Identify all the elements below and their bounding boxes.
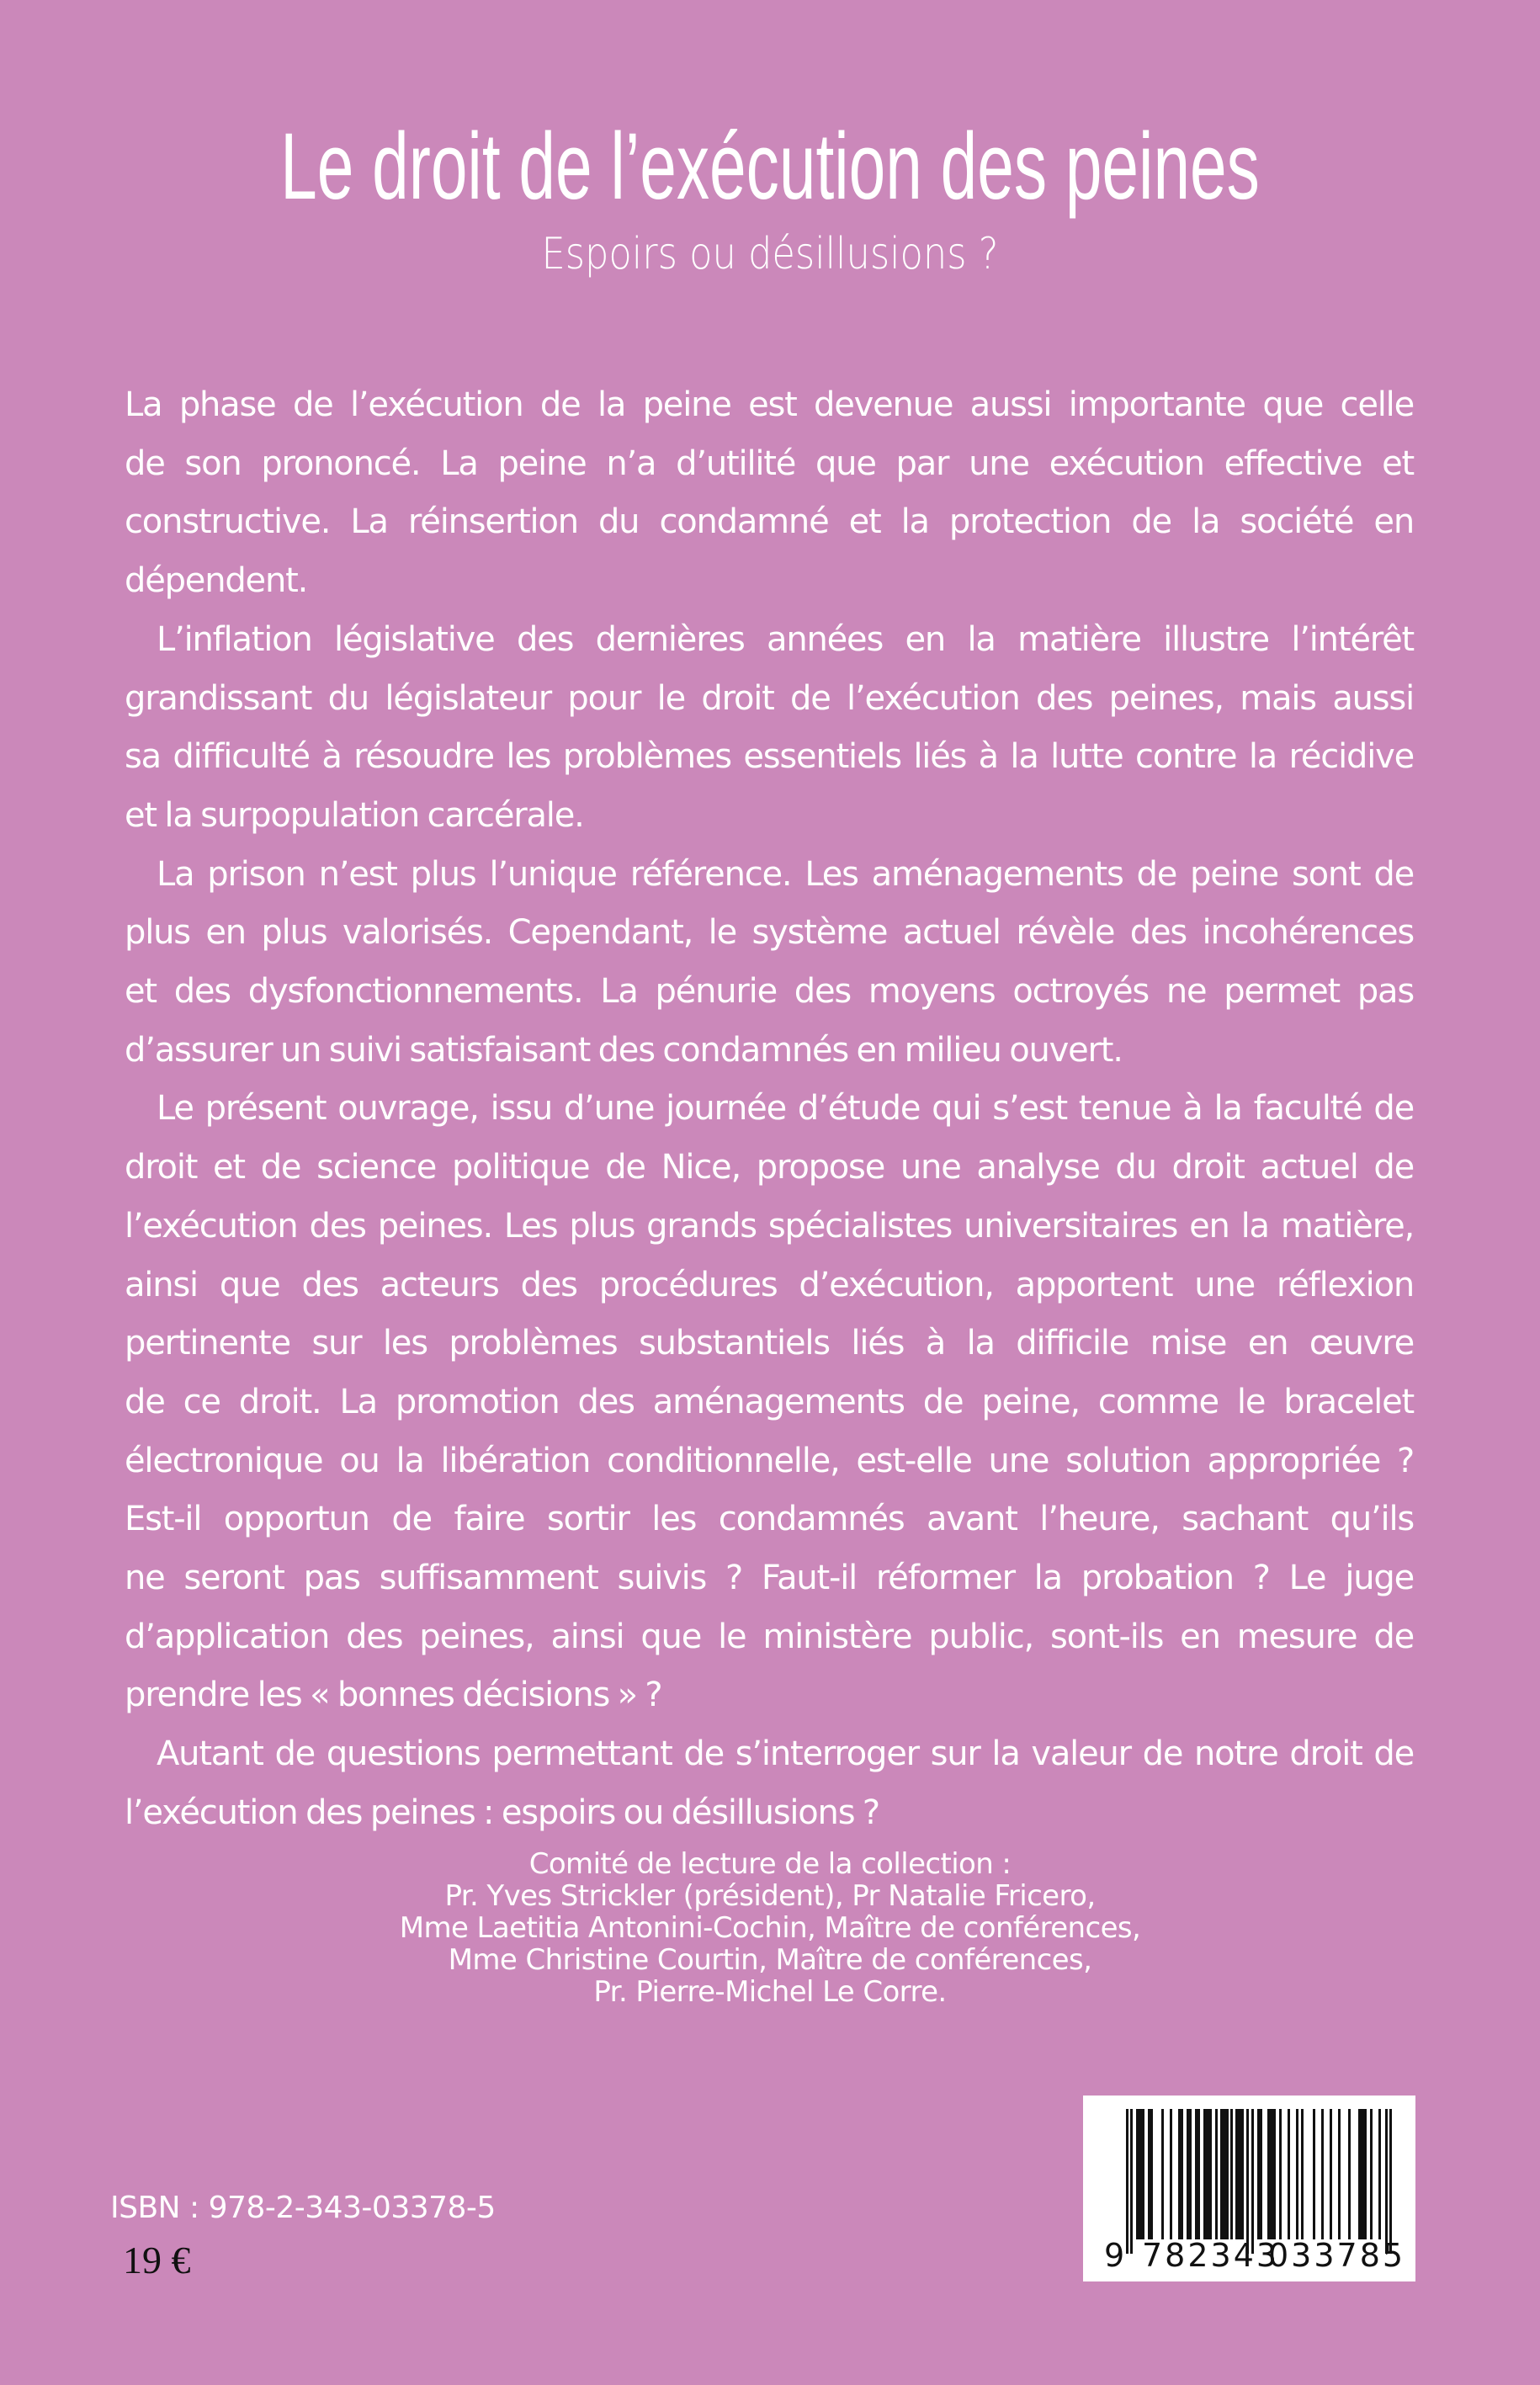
barcode-bar [1215,2109,1218,2239]
text-line: d’assurer un suivi satisfaisant des condamnés en milieu ouvert. [125,1030,1123,1070]
barcode-bar [1358,2109,1367,2239]
barcode-bar [1321,2109,1324,2239]
isbn-label: ISBN : 978-2-343-03378-5 [110,2191,496,2225]
committee-member: Mme Laetitia Antonini-Cochin, Maître de conférences, [399,1911,1141,1945]
barcode-bar [1330,2109,1332,2239]
text-line: constructive. La réinsertion du condamné et la protection de la société en [125,502,1414,542]
isbn-barcode [1083,2096,1415,2281]
barcode-bar [1148,2109,1153,2239]
barcode-bar [1288,2109,1290,2239]
barcode-bar [1170,2109,1172,2239]
paragraph-5 [125,1725,1414,1842]
text-line: grandissant du législateur pour le droit de l’exécution des peines, mais aussi [125,678,1414,718]
text-line: d’application des peines, ainsi que le ministère public, sont-ils en mesure de [125,1617,1414,1656]
barcode-bar [1301,2109,1304,2239]
barcode-bar [1348,2109,1351,2239]
paragraph-1 [125,376,1414,611]
text-line: L’inflation législative des dernières années en la matière illustre l’intérêt [157,619,1414,659]
committee-heading: Comité de lecture de la collection : [528,1847,1012,1881]
committee-member: Pr. Pierre-Michel Le Corre. [593,1975,947,2009]
paragraph-2 [125,611,1414,846]
barcode-bar [1136,2109,1144,2239]
text-line: de ce droit. La promotion des aménagements de peine, comme le bracelet [125,1382,1414,1421]
barcode-bar [1338,2109,1341,2239]
barcode-bar [1187,2109,1192,2239]
text-line: de son prononcé. La peine n’a d’utilité que par une exécution effective et [125,444,1414,483]
committee-member: Pr. Yves Strickler (président), Pr Natalie Fricero, [444,1879,1096,1913]
barcode-bar [1161,2109,1164,2239]
barcode-bar [1313,2109,1315,2239]
text-line: droit et de science politique de Nice, propose une analyse du droit actuel de [125,1148,1414,1187]
barcode-digits [1083,2237,1415,2279]
barcode-bars-icon [1126,2109,1392,2254]
barcode-bar [1385,2109,1388,2254]
barcode-bar [1378,2109,1381,2239]
blurb-text [125,376,1414,1843]
barcode-bar [1178,2109,1183,2239]
barcode-right-group: 033785 [1268,2237,1406,2274]
text-line: La phase de l’exécution de la peine est devenue aussi importante que celle [125,385,1414,424]
text-line: Autant de questions permettant de s’interroger sur la valeur de notre droit de [157,1734,1414,1774]
text-line: La prison n’est plus l’unique référence. Les aménagements de peine sont de [157,854,1414,894]
text-line: et la surpopulation carcérale. [125,795,584,835]
barcode-bar [1279,2109,1282,2239]
barcode-bar [1389,2109,1392,2254]
barcode-bar [1267,2109,1276,2239]
text-line: et des dysfonctionnements. La pénurie des moyens octroyés ne permet pas [125,972,1414,1012]
reading-committee [0,1848,1540,2008]
book-subtitle: Espoirs ou désillusions ? [541,229,999,279]
text-line: Le présent ouvrage, issu d’une journée d’étude qui s’est tenue à la faculté de [157,1089,1414,1129]
text-line: pertinente sur les problèmes substantiels liés à la difficile mise en œuvre [125,1324,1414,1363]
text-line: l’exécution des peines. Les plus grands spécialistes universitaires en la matière, [125,1206,1414,1246]
barcode-bar [1130,2109,1133,2254]
text-line: prendre les « bonnes décisions » ? [125,1676,662,1715]
barcode-bar [1203,2109,1212,2239]
text-line: sa difficulté à résoudre les problèmes essentiels liés à la lutte contre la récidive [125,737,1414,777]
barcode-bar [1251,2109,1254,2254]
barcode-bar [1246,2109,1249,2254]
barcode-first-digit: 9 [1104,2237,1125,2274]
text-line: ainsi que des acteurs des procédures d’exécution, apportent une réflexion [125,1265,1414,1304]
text-line: dépendent. [125,561,308,601]
price-label: 19 € [123,2239,191,2281]
text-line: Est-il opportun de faire sortir les condamnés avant l’heure, sachant qu’ils [125,1500,1414,1539]
barcode-bar [1195,2109,1200,2239]
committee-member: Mme Christine Courtin, Maître de conférences, [448,1943,1092,1977]
barcode-bar [1230,2109,1233,2239]
barcode-bar [1126,2109,1128,2254]
paragraph-4 [125,1080,1414,1725]
text-line: électronique ou la libération conditionnelle, est-elle une solution appropriée ? [125,1441,1414,1480]
barcode-bar [1370,2109,1373,2239]
barcode-bar [1296,2109,1298,2239]
barcode-bar [1235,2109,1244,2239]
book-title: Le droit de l’exécution des peines [280,114,1260,219]
text-line: plus en plus valorisés. Cependant, le système actuel révèle des incohérences [125,913,1414,953]
barcode-bar [1257,2109,1262,2239]
barcode-left-group: 782343 [1142,2237,1280,2274]
paragraph-3 [125,846,1414,1081]
text-line: ne seront pas suffisamment suivis ? Faut-il réformer la probation ? Le juge [125,1559,1414,1598]
text-line: l’exécution des peines : espoirs ou désillusions ? [125,1793,879,1832]
barcode-bar [1220,2109,1229,2239]
